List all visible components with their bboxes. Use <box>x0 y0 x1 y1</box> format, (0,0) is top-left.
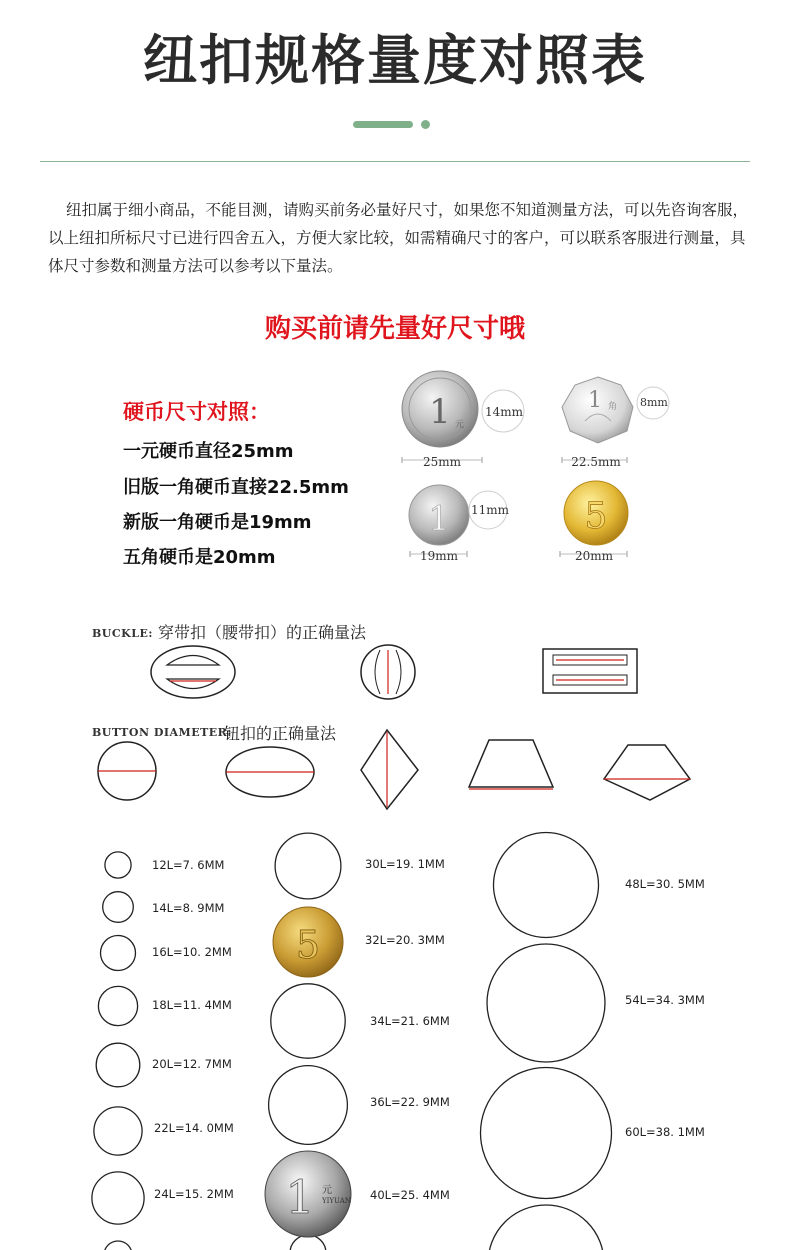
coin-line-2: 旧版一角硬币直接22.5mm <box>123 477 349 498</box>
size-circle-cropped <box>104 1241 132 1250</box>
size-circle <box>487 944 605 1062</box>
svg-text:角: 角 <box>608 402 618 412</box>
size-circle <box>96 1043 140 1087</box>
button-shape-diagrams <box>90 727 700 817</box>
coin-line-3: 新版一角硬币是19mm <box>123 512 312 533</box>
svg-text:元: 元 <box>455 420 465 430</box>
svg-text:5: 5 <box>584 496 608 537</box>
svg-text:5: 5 <box>295 923 321 967</box>
buckle-label-cn: 穿带扣（腰带扣）的正确量法 <box>158 623 367 642</box>
svg-text:1: 1 <box>429 392 451 432</box>
warning-heading: 购买前请先量好尺寸哦 <box>264 314 525 344</box>
five-jiao-coin-icon <box>564 481 628 545</box>
oval-button-diagram <box>226 747 314 797</box>
oval-buckle-diagram <box>151 646 235 698</box>
svg-text:YIYUAN: YIYUAN <box>322 1197 351 1205</box>
size-label: 18L=11. 4MM <box>152 998 232 1012</box>
new-one-jiao-coin-icon <box>409 485 469 545</box>
size-label: 12L=7. 6MM <box>152 858 225 872</box>
size-label: 14L=8. 9MM <box>152 901 225 915</box>
size-circle <box>103 892 134 923</box>
coin-side-label-3: 11mm <box>471 503 510 517</box>
title-decoration-dash <box>353 121 413 128</box>
coin-side-label-1: 14mm <box>485 405 524 419</box>
coin-reference-heading: 硬币尺寸对照： <box>123 400 270 424</box>
size-label: 20L=12. 7MM <box>152 1057 232 1071</box>
size-label: 24L=15. 2MM <box>154 1187 234 1201</box>
rect-buckle-diagram <box>543 649 637 693</box>
hexagon-button-diagram <box>604 745 690 800</box>
buckle-label-en: BUCKLE: <box>92 627 153 640</box>
size-circle-cropped <box>488 1205 604 1250</box>
coin-label-4: 20mm <box>574 549 614 563</box>
size-circle <box>101 936 136 971</box>
five-jiao-coin-size-icon <box>273 907 343 977</box>
size-label: 48L=30. 5MM <box>625 877 705 891</box>
size-circle <box>275 833 341 899</box>
size-circle <box>92 1172 144 1224</box>
size-label: 30L=19. 1MM <box>365 857 445 871</box>
button-diameter-label-cn: 钮扣的正确量法 <box>224 724 337 743</box>
button-diameter-label-en: BUTTON DIAMETER: <box>92 726 232 739</box>
coin-line-1: 一元硬币直径25mm <box>123 441 294 462</box>
divider <box>40 161 750 162</box>
size-circle <box>94 1107 142 1155</box>
old-one-jiao-coin-icon <box>562 377 633 443</box>
size-label: 16L=10. 2MM <box>152 945 232 959</box>
page-title: 纽扣规格量度对照表 <box>143 29 647 92</box>
coin-illustrations <box>395 365 668 575</box>
one-yuan-coin-size-icon <box>265 1151 351 1237</box>
size-circle <box>269 1066 348 1145</box>
coin-line-4: 五角硬币是20mm <box>123 547 276 568</box>
circle-button-diagram <box>98 742 156 800</box>
svg-text:1: 1 <box>428 499 450 539</box>
title-decoration-dot <box>421 120 430 129</box>
diamond-button-diagram <box>361 730 418 809</box>
svg-text:1: 1 <box>285 1170 315 1224</box>
coin-side-label-2: 8mm <box>640 396 668 409</box>
size-label: 60L=38. 1MM <box>625 1125 705 1139</box>
size-label: 32L=20. 3MM <box>365 933 445 947</box>
size-label: 54L=34. 3MM <box>625 993 705 1007</box>
trapezoid-button-diagram <box>469 740 553 789</box>
svg-text:1: 1 <box>588 388 602 413</box>
one-yuan-coin-icon <box>402 371 478 447</box>
svg-text:元: 元 <box>322 1185 332 1196</box>
coin-label-1: 25mm <box>422 455 462 469</box>
size-label: 36L=22. 9MM <box>370 1095 450 1109</box>
intro-paragraph: 纽扣属于细小商品，不能目测，请购买前务必量好尺寸，如果您不知道测量方法，可以先咨询客服，以上纽扣所标尺寸已进行四舍五入，方便大家比较，如需精确尺寸的客户，可以联系客服进行测量，具体尺寸参数和测量方法可以参考以下量法。 <box>48 201 749 275</box>
size-circle <box>494 833 599 938</box>
coin-label-3: 19mm <box>419 549 459 563</box>
size-circle <box>271 984 345 1058</box>
coin-label-2: 22.5mm <box>571 455 621 469</box>
size-circle <box>105 852 131 878</box>
size-circle <box>98 986 137 1025</box>
size-label: 40L=25. 4MM <box>370 1188 450 1202</box>
round-buckle-diagram <box>361 645 415 699</box>
size-label: 22L=14. 0MM <box>154 1121 234 1135</box>
buckle-diagrams <box>140 642 660 702</box>
size-label: 34L=21. 6MM <box>370 1014 450 1028</box>
size-circle <box>481 1068 612 1199</box>
